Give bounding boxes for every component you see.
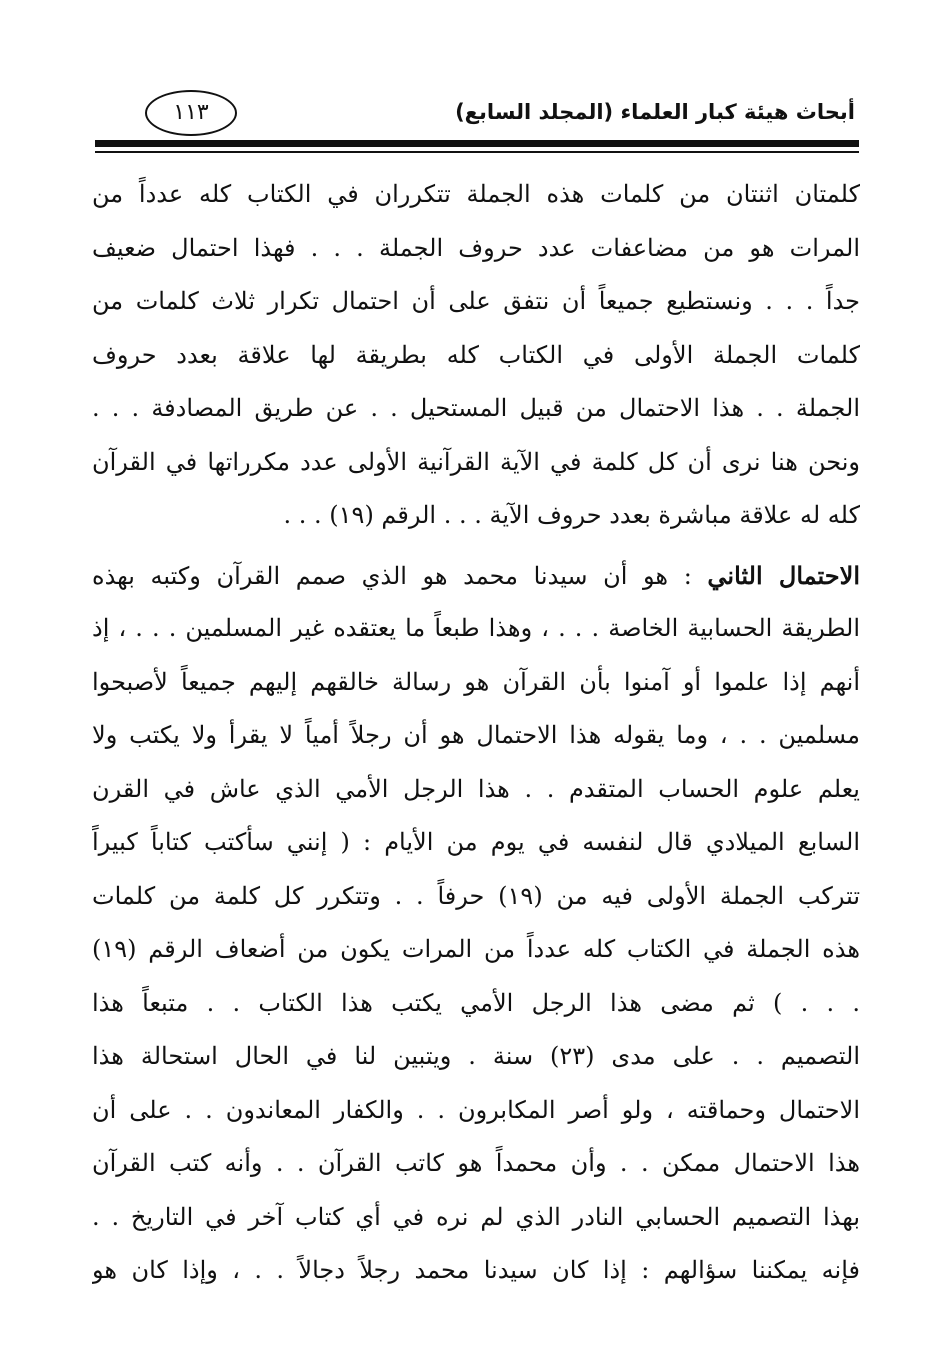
text-line: المرات هو من مضاعفات عدد حروف الجملة . . . فهذا احتمال ضعيف bbox=[92, 233, 860, 262]
text-line: التصميم . . على مدى (٢٣) سنة . ويتبين لنا في الحال استحالة هذا bbox=[92, 1042, 860, 1070]
text-line: بهذا التصميم الحسابي النادر الذي لم نره في أي كتاب آخر في التاريخ . . bbox=[92, 1202, 860, 1231]
text-line: الاحتمال وحماقته ، ولو أصر المكابرون . . والكفار المعاندون . . على أن bbox=[92, 1095, 860, 1124]
header-rule-thin bbox=[95, 151, 859, 153]
page-header bbox=[95, 84, 855, 142]
text-line-first bbox=[92, 549, 860, 603]
text-line: هذا الاحتمال ممكن . . وأن محمداً هو كاتب القرآن . . وأنه كتب القرآن bbox=[92, 1149, 860, 1177]
text-line: . . . ) ثم مضى هذا الرجل الأمي يكتب هذا الكتاب . . متبعاً هذا bbox=[92, 988, 860, 1017]
text-line: السابع الميلادي قال لنفسه في يوم من الأيام : ( إنني سأكتب كتاباً كبيراً bbox=[92, 828, 860, 856]
text-line: هذه الجملة في الكتاب كله عدداً من المرات يكون من أضعاف الرقم (١٩) bbox=[92, 935, 860, 963]
paragraph-first-line-rest: : هو أن سيدنا محمد هو الذي صمم القرآن وكتبه بهذه bbox=[92, 561, 708, 590]
text-line: مسلمين . . ، وما يقوله هذا الاحتمال هو أن رجلاً أمياً لا يقرأ ولا يكتب ولا bbox=[92, 721, 860, 749]
body-text bbox=[92, 168, 860, 1298]
paragraph-2 bbox=[92, 549, 860, 1298]
text-line: الطريقة الحسابية الخاصة . . . ، وهذا طبعاً ما يعتقده غير المسلمين . . . ، إذ bbox=[92, 614, 860, 642]
text-line: جداً . . . ونستطيع جميعاً أن نتفق على أن احتمال تكرار ثلاث كلمات من bbox=[92, 287, 860, 315]
header-rule-thick bbox=[95, 140, 859, 147]
text-line: تتركب الجملة الأولى فيه من (١٩) حرفاً . . وتتكرر كل كلمة من كلمات bbox=[92, 881, 860, 910]
paragraph-lead: الاحتمال الثاني bbox=[707, 560, 860, 590]
page-number: ١١٣ bbox=[145, 90, 237, 136]
text-line: يعلم علوم الحساب المتقدم . . هذا الرجل الأمي الذي عاش في القرن bbox=[92, 774, 860, 803]
text-line: كلمتان اثنتان من كلمات هذه الجملة تتكرران في الكتاب كله عدداً من bbox=[92, 180, 860, 208]
text-line: ونحن هنا نرى أن كل كلمة في الآية القرآنية الأولى عدد مكرراتها في القرآن bbox=[92, 447, 860, 476]
text-line: فإنه يمكننا سؤالهم : إذا كان سيدنا محمد رجلاً دجالاً . . ، وإذا كان هو bbox=[92, 1256, 860, 1284]
text-line: كلمات الجملة الأولى في الكتاب كله بطريقة لها علاقة بعدد حروف bbox=[92, 340, 860, 369]
text-line: الجملة . . هذا الاحتمال من قبيل المستحيل . . عن طريق المصادفة . . . bbox=[92, 394, 860, 422]
text-line: أنهم إذا علموا أو آمنوا بأن القرآن هو رسالة خالقهم إليهم جميعاً لأصبحوا bbox=[92, 667, 860, 696]
text-line: كله له علاقة مباشرة بعدد حروف الآية . . . الرقم (١٩) . . . bbox=[283, 501, 860, 529]
paragraph-1 bbox=[92, 168, 860, 543]
running-title: أبحاث هيئة كبار العلماء (المجلد السابع) bbox=[455, 100, 855, 124]
